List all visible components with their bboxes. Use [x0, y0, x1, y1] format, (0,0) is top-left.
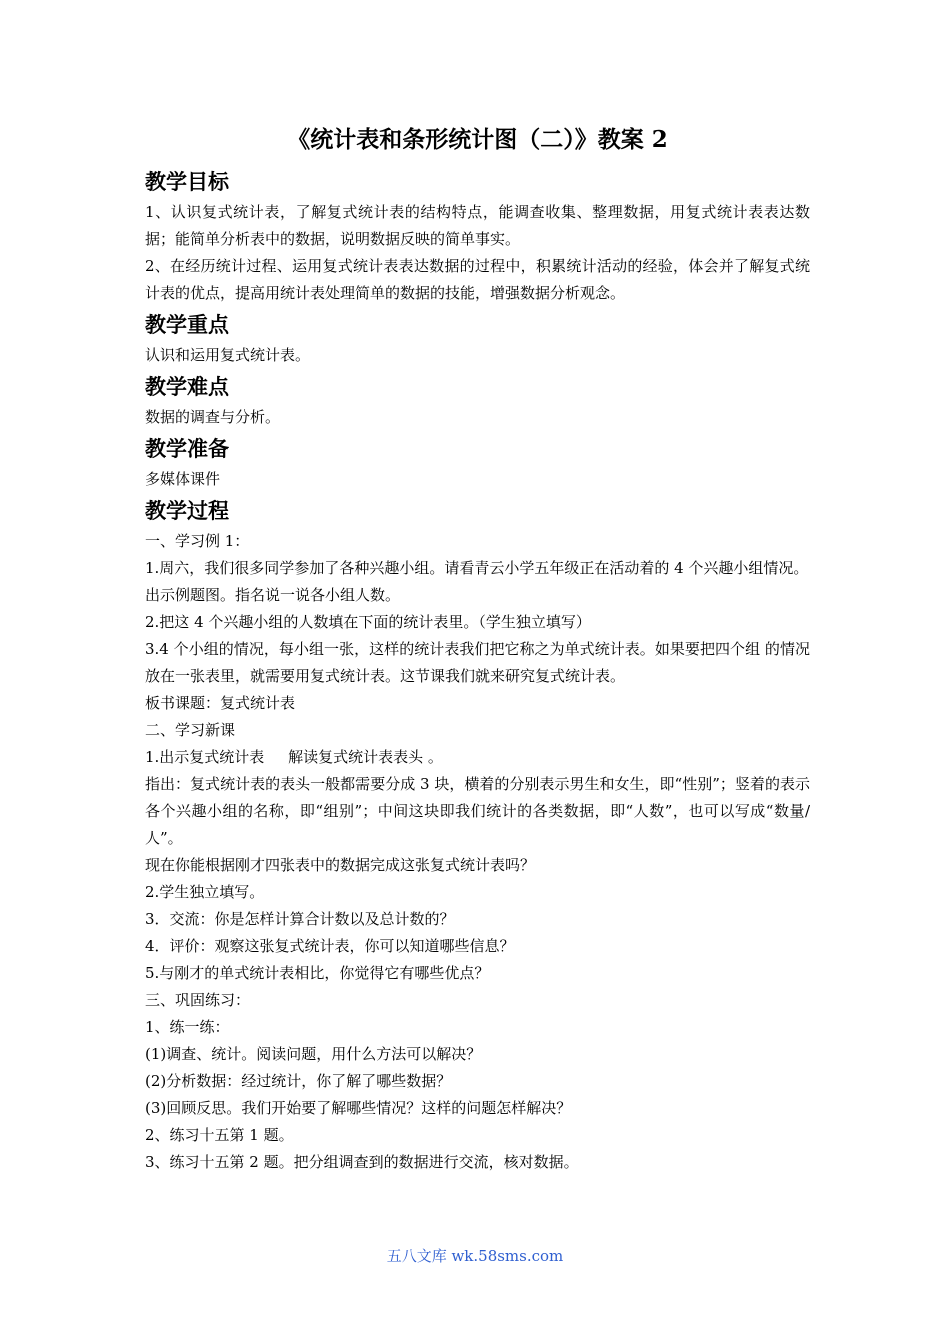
paragraph: 5.与刚才的单式统计表相比，你觉得它有哪些优点？ [145, 964, 490, 982]
section-heading-goals: 教学目标 [145, 170, 229, 194]
paragraph: 板书课题：复式统计表 [145, 694, 296, 712]
paragraph: 二、学习新课 [145, 721, 236, 739]
section-heading-difficulties: 教学难点 [145, 375, 229, 399]
section-goals [145, 166, 810, 307]
section-heading-keypoints: 教学重点 [145, 313, 229, 337]
section-process [145, 495, 810, 1176]
document-title: 《统计表和条形统计图（二）》教案 2 [287, 126, 668, 153]
paragraph: 2.把这 4 个兴趣小组的人数填在下面的统计表里。（学生独立填写） [145, 613, 591, 631]
paragraph: 一、学习例 1： [145, 532, 250, 550]
paragraph: 数据的调查与分析。 [145, 408, 281, 426]
paragraph: 2.学生独立填写。 [145, 883, 265, 901]
paragraph: 1、认识复式统计表，了解复式统计表的结构特点，能调查收集、整理数据，用复式统计表表达数据；能简单分析表中的数据，说明数据反映的简单事实。 [145, 203, 810, 248]
paragraph: (1)调查、统计。阅读问题，用什么方法可以解决？ [145, 1045, 482, 1063]
section-preparation [145, 433, 810, 493]
paragraph: 1、练一练： [145, 1018, 230, 1036]
paragraph: 3.4 个小组的情况，每小组一张，这样的统计表我们把它称之为单式统计表。如果要把四个组 的情况放在一张表里，就需要用复式统计表。这节课我们就来研究复式统计表。 [145, 640, 810, 685]
paragraph: 指出：复式统计表的表头一般都需要分成 3 块，横着的分别表示男生和女生，即“性别”；竖着的表示各个兴趣小组的名称，即“组别”；中间这块即我们统计的各类数据，即“人数”，也可以写成“数量/人”。 [145, 775, 810, 847]
paragraph: 3、练习十五第 2 题。把分组调查到的数据进行交流，核对数据。 [145, 1153, 579, 1171]
paragraph: 2、练习十五第 1 题。 [145, 1126, 294, 1144]
paragraph: 1.周六，我们很多同学参加了各种兴趣小组。请看青云小学五年级正在活动着的 4 个兴趣小组情况。 [145, 559, 809, 577]
paragraph: (2)分析数据：经过统计，你了解了哪些数据？ [145, 1072, 452, 1090]
footer-watermark-link[interactable]: 五八文库 wk.58sms.com [386, 1247, 564, 1265]
section-heading-preparation: 教学准备 [145, 437, 229, 461]
paragraph: 现在你能根据刚才四张表中的数据完成这张复式统计表吗？ [145, 856, 536, 874]
paragraph: 出示例题图。指名说一说各小组人数。 [145, 586, 401, 604]
paragraph: 多媒体课件 [145, 470, 221, 488]
paragraph: 2、在经历统计过程、运用复式统计表表达数据的过程中，积累统计活动的经验，体会并了解复式统计表的优点，提高用统计表处理简单的数据的技能，增强数据分析观念。 [145, 257, 810, 302]
paragraph: 1.出示复式统计表 解读复式统计表表头 。 [145, 748, 443, 766]
document-page [145, 122, 810, 1176]
paragraph: 4．评价：观察这张复式统计表，你可以知道哪些信息？ [145, 937, 515, 955]
section-keypoints [145, 309, 810, 369]
paragraph: 认识和运用复式统计表。 [145, 346, 311, 364]
paragraph: 3．交流：你是怎样计算合计数以及总计数的？ [145, 910, 455, 928]
paragraph: (3)回顾反思。我们开始要了解哪些情况？这样的问题怎样解决？ [145, 1099, 572, 1117]
paragraph: 三、巩固练习： [145, 991, 251, 1009]
section-difficulties [145, 371, 810, 431]
section-heading-process: 教学过程 [145, 499, 229, 523]
